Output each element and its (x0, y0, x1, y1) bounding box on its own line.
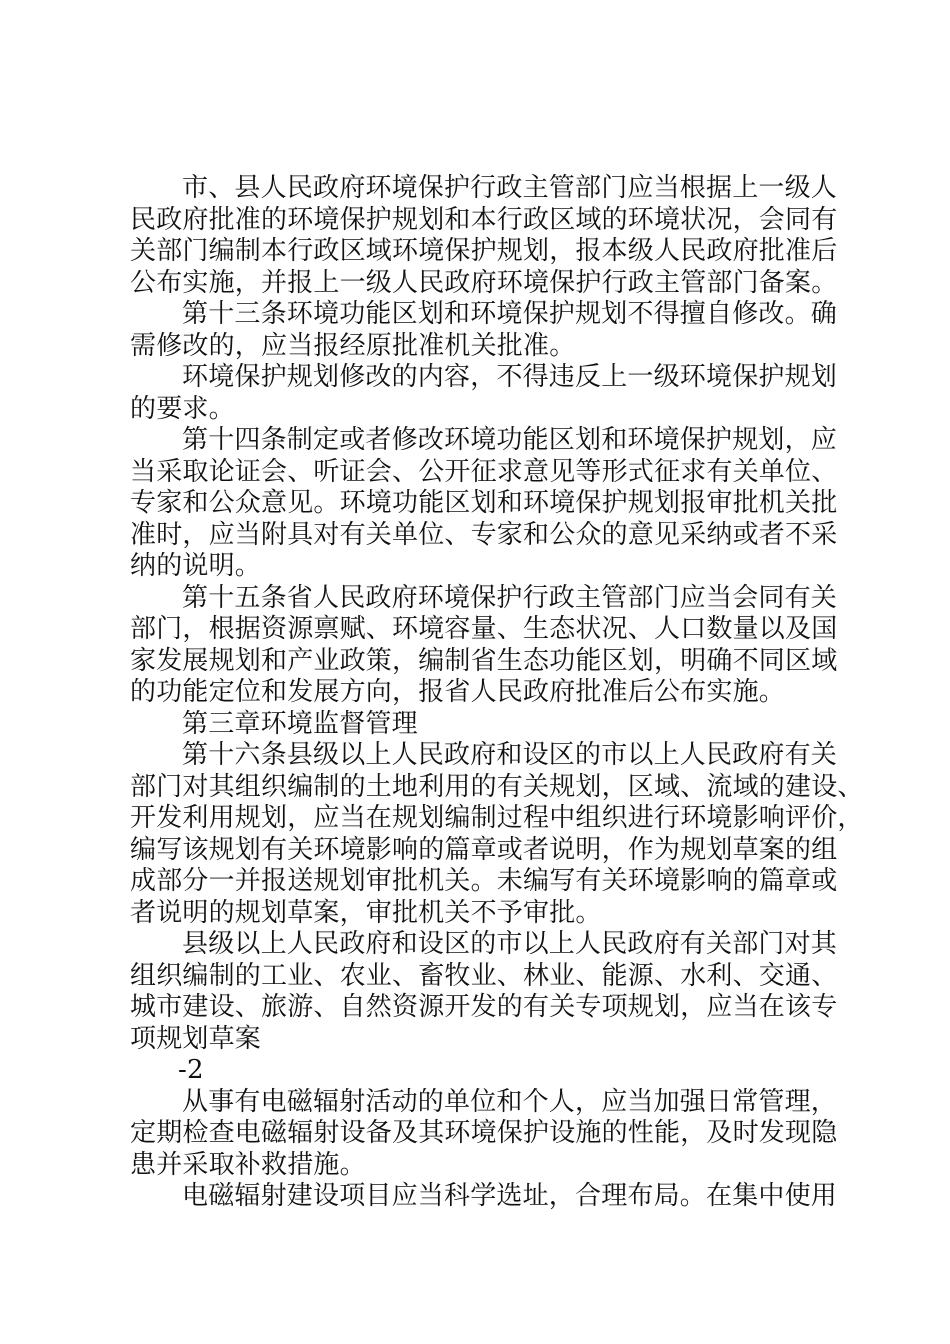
paragraph (130, 425, 838, 583)
text-line: 需修改的，应当报经原批准机关批准。 (130, 330, 576, 361)
paragraph (130, 173, 838, 299)
text-line: 公布实施，并报上一级人民政府环境保护行政主管部门备案。 (130, 267, 838, 298)
text-line: 第十四条制定或者修改环境功能区划和环境保护规划，应 (182, 425, 838, 455)
text-line: 环境保护规划修改的内容，不得违反上一级环境保护规划 (182, 362, 838, 392)
text-line: 从事有电磁辐射活动的单位和个人，应当加强日常管理， (182, 1086, 838, 1117)
paragraph (130, 299, 838, 362)
text-line: 编写该规划有关环境影响的篇章或者说明，作为规划草案的组 (130, 834, 838, 865)
paragraph (130, 740, 864, 929)
text-line: 的要求。 (130, 393, 235, 424)
text-line: 第十三条环境功能区划和环境保护规划不得擅自修改。确 (182, 299, 838, 329)
text-line: 市、县人民政府环境保护行政主管部门应当根据上一级人 (182, 173, 838, 203)
text-line: 家发展规划和产业政策，编制省生态功能区划，明确不同区域 (130, 645, 838, 676)
chapter-heading (130, 709, 834, 741)
text-line: 专家和公众意见。环境功能区划和环境保护规划报审批机关批 (130, 488, 838, 518)
page-number (130, 1055, 834, 1087)
text-line: 部门对其组织编制的土地利用的有关规划，区域、流域的建设、 (130, 771, 864, 802)
text-line: 定期检查电磁辐射设备及其环境保护设施的性能，及时发现隐 (130, 1118, 838, 1148)
text-line: 开发利用规划，应当在规划编制过程中组织进行环境影响评价， (130, 803, 864, 833)
text-line: 的功能定位和发展方向，报省人民政府批准后公布实施。 (130, 677, 786, 707)
text-line: 第十五条省人民政府环境保护行政主管部门应当会同有关 (182, 582, 838, 613)
text-line: 部门，根据资源禀赋、环境容量、生态状况、人口数量以及国 (130, 614, 838, 644)
paragraph (130, 582, 838, 709)
text-line: 城市建设、旅游、自然资源开发的有关专项规划，应当在该专 (130, 992, 838, 1022)
text-line: 关部门编制本行政区域环境保护规划，报本级人民政府批准后 (130, 236, 838, 266)
paragraph (130, 1086, 838, 1182)
text-line: 患并采取补救措施。 (130, 1149, 366, 1180)
text-line: 电磁辐射建设项目应当科学选址，合理布局。在集中使用 (182, 1181, 838, 1211)
text-line: 成部分一并报送规划审批机关。未编写有关环境影响的篇章或 (130, 866, 838, 896)
text-line: 者说明的规划草案，审批机关不予审批。 (130, 897, 602, 928)
text-line: 纳的说明。 (130, 551, 262, 581)
text-line: -2 (178, 1055, 204, 1085)
text-line: 准时，应当附具对有关单位、专家和公众的意见采纳或者不采 (130, 519, 838, 550)
text-line: 第十六条县级以上人民政府和设区的市以上人民政府有关 (182, 740, 838, 770)
text-line: 项规划草案 (130, 1023, 262, 1054)
text-line: 民政府批准的环境保护规划和本行政区域的环境状况，会同有 (130, 204, 838, 235)
paragraph (130, 362, 838, 425)
paragraph (130, 929, 838, 1055)
document-body (130, 173, 864, 1213)
text-line: 县级以上人民政府和设区的市以上人民政府有关部门对其 (182, 929, 838, 959)
text-line: 组织编制的工业、农业、畜牧业、林业、能源、水利、交通、 (130, 960, 838, 991)
paragraph (130, 1181, 838, 1213)
text-line: 第三章环境监督管理 (182, 708, 418, 739)
text-line: 当采取论证会、听证会、公开征求意见等形式征求有关单位、 (130, 456, 838, 487)
